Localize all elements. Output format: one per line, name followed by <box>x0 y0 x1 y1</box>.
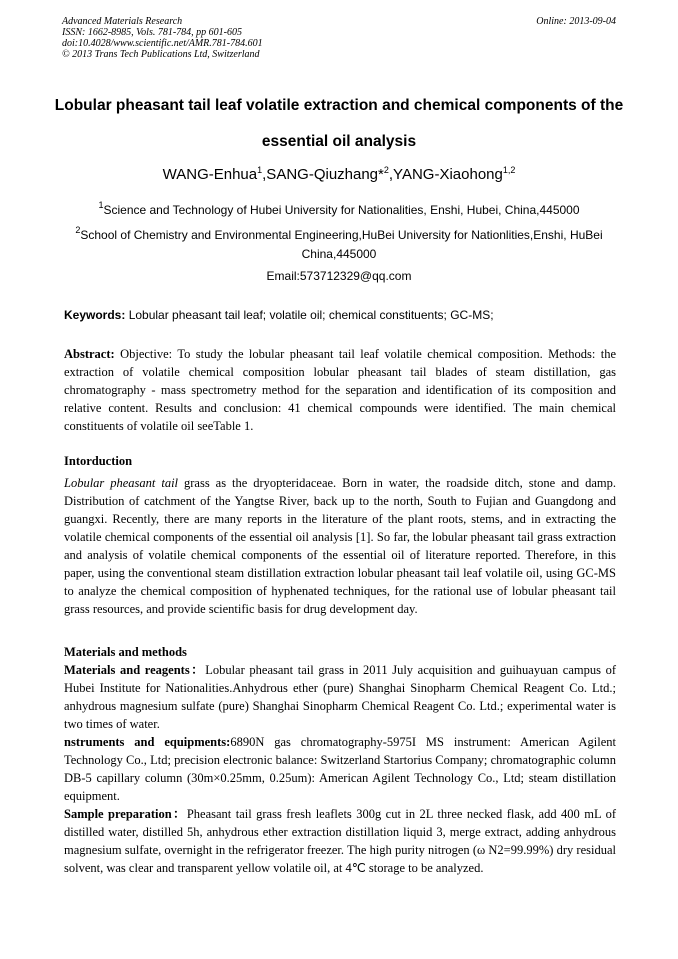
affiliation-2 <box>62 226 616 264</box>
methods-heading: Materials and methods <box>64 645 187 659</box>
keywords <box>64 306 616 324</box>
copyright-line: © 2013 Trans Tech Publications Ltd, Switzerland <box>62 49 260 60</box>
abstract-text: Objective: To study the lobular pheasant tail leaf volatile chemical composition. Methods: the extraction of volatile chemical composition lobular pheasant tail blades of steam distillation, gas chromatography - mass spectrometry method for the separation and identification of its composition and relative content. Results and conclusion: 41 chemical compounds were identified. The main chemical constituents of volatile oil seeTable 1. <box>64 347 616 433</box>
sample-text: Pheasant tail grass fresh leaflets 300g cut in 2L three necked flask, add 400 mL of distilled water, distilled 5h, anhydrous ether extraction distillation liquid 3, merge extract, adding anhydrous magnesium sulfate, overnight in the refrigerator freezer. The high purity nitrogen (ω N2=99.99%) dry residual solvent, was clear and transparent yellow volatile oil, at 4℃ storage to be analyzed. <box>64 807 616 875</box>
introduction-heading: Intorduction <box>64 454 133 468</box>
keywords-text: Lobular pheasant tail leaf; volatile oil; chemical constituents; GC-MS; <box>125 308 494 322</box>
journal-name: Advanced Materials Research <box>62 16 183 27</box>
contact-email: Email:573712329@qq.com <box>266 269 412 283</box>
author-name: ,YANG-Xiaohong <box>388 166 503 183</box>
instruments-text: 6890N gas chromatography-5975I MS instrument: American Agilent Technology Co., Ltd; precision electronic balance: Switzerland Startorius Company; chromatographic column DB-5 capillary column (30m×0.25mm, 0.25um): American Agilent Technology Co., Ltd; steam distillation equipment. <box>64 735 616 803</box>
instruments-label: nstruments and equipments: <box>64 735 231 749</box>
keywords-label: Keywords: <box>64 308 126 322</box>
affiliation-1 <box>62 201 616 220</box>
affiliation-mark: 2 <box>75 225 81 235</box>
abstract-label: Abstract: <box>64 347 115 361</box>
introduction-paragraph <box>64 474 616 618</box>
journal-header <box>62 16 616 60</box>
sample-label: Sample preparation： <box>64 807 187 821</box>
affiliation-text: Science and Technology of Hubei University for Nationalities, Enshi, Hubei, China,445000 <box>103 203 580 217</box>
affiliation-mark: 1 <box>98 200 104 210</box>
materials-paragraph <box>64 661 616 733</box>
online-date: Online: 2013-09-04 <box>536 16 616 27</box>
author-affiliation-mark: 1,2 <box>502 165 516 175</box>
sample-paragraph <box>64 805 616 877</box>
affiliation-text: School of Chemistry and Environmental Engineering,HuBei University for Nationlities,Enshi, HuBei China,445000 <box>80 228 603 261</box>
materials-text: Lobular pheasant tail grass in 2011 July acquisition and guihuayuan campus of Hubei Institute for Nationalities.Anhydrous ether (pure) Shanghai Sinopharm Chemical Reagent Co. Ltd.; anhydrous magnesium sulfate (pure) Shanghai Sinopharm Chemical Reagent Co. Ltd.; experimental water is two times of water. <box>64 663 617 731</box>
instruments-paragraph <box>64 733 616 805</box>
author-affiliation-mark: 2 <box>383 165 389 175</box>
introduction-italic-term: Lobular pheasant tail <box>64 476 179 490</box>
doi-line: doi:10.4028/www.scientific.net/AMR.781-784.601 <box>62 38 263 49</box>
author-name: WANG-Enhua <box>162 166 258 183</box>
author-name: ,SANG-Qiuzhang* <box>262 166 384 183</box>
author-affiliation-mark: 1 <box>257 165 263 175</box>
introduction-text: grass as the dryopteridaceae. Born in water, the roadside ditch, stone and damp. Distribution of catchment of the Yangtse River, back up to the north, South to Fujian and Guangdong and guangxi. Recently, there are many reports in the literature of the plant roots, stems, and in extracting the volatile chemical components of the essential oil analysis [1]. So far, the lobular pheasant tail grass extraction and analysis of volatile chemical components of the essential oil of literature reported. Therefore, in this paper, using the conventional steam distillation extraction lobular pheasant tail leaf volatile oil, using GC-MS to analyze the chemical composition of hyphenated techniques, for the rational use of lobular pheasant tail grass resources, and provide scientific basis for drug development day. <box>64 476 617 616</box>
materials-label: Materials and reagents： <box>64 663 206 677</box>
paper-title: Lobular pheasant tail leaf volatile extraction and chemical components of the essential oil analysis <box>54 97 624 150</box>
issn-line: ISSN: 1662-8985, Vols. 781-784, pp 601-605 <box>62 27 242 38</box>
methods-section <box>64 661 616 877</box>
abstract <box>64 345 616 435</box>
author-list <box>40 165 638 185</box>
